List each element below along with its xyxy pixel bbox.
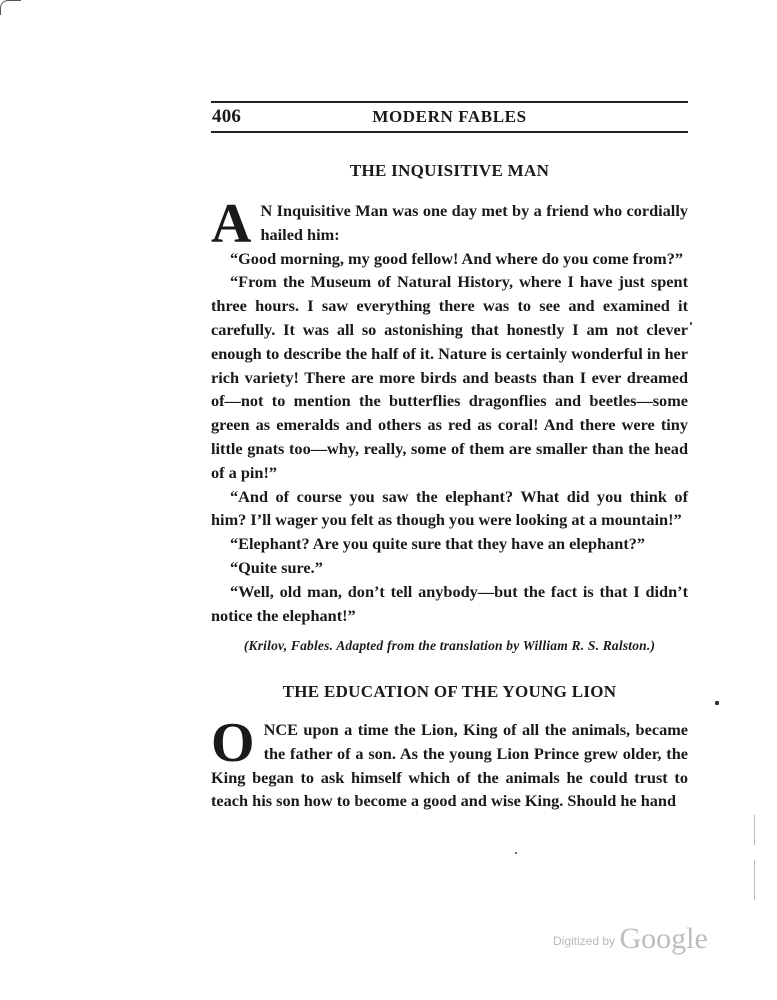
paragraph: “Good morning, my good fellow! And where do you come from?” xyxy=(230,248,684,268)
running-head: MODERN FABLES xyxy=(372,107,527,126)
scan-speck xyxy=(690,322,692,325)
page-number: 406 xyxy=(212,106,242,127)
fable-title-inquisitive-man: THE INQUISITIVE MAN xyxy=(349,161,550,180)
header-rule-bottom xyxy=(211,131,688,133)
drop-cap: O xyxy=(211,712,255,774)
paragraph: “Quite sure.” xyxy=(230,557,323,577)
paragraph: “Elephant? Are you quite sure that they have an elephant?” xyxy=(230,534,646,554)
opening-text: NCE upon a time the Lion, King of all the animals, became the father of a son. As the young Lion Prince grew older, the King began to ask himself which of the animals he could trust to teach his son how to become a good and wise King. Should he hand xyxy=(211,720,688,811)
watermark-prefix: Digitized by xyxy=(553,934,616,948)
opening-paragraph xyxy=(211,193,688,255)
drop-cap: A xyxy=(211,193,252,255)
citation: (Krilov, Fables. Adapted from the translation by William R. S. Ralston.) xyxy=(243,638,656,653)
paragraph: “Well, old man, don’t tell anybody—but the fact is that I didn’t notice the elephant!” xyxy=(211,581,688,625)
scan-corner-mark xyxy=(0,0,21,15)
digitized-watermark xyxy=(553,922,708,956)
paragraph: “From the Museum of Natural History, where I have just spent three hours. I saw everything there was to see and examined it carefully. It was all so astonishing that honestly I am not clever enough to describe the half of it. Nature is certainly wonderful in her rich variety! There are more birds and beasts than I ever dreamed of—not to mention the butterflies dragonflies and beetles—some green as emeralds and others as red as coral! And there were tiny little gnats too—why, really, some of them are smaller than the head of a pin!” xyxy=(211,272,688,482)
header-rule-top xyxy=(211,101,688,103)
scan-edge-line xyxy=(754,860,755,900)
fable-title-young-lion: THE EDUCATION OF THE YOUNG LION xyxy=(282,682,617,701)
paragraph: “And of course you saw the elephant? What did you think of him? I’ll wager you felt as though you were looking at a mountain!” xyxy=(211,486,688,530)
opening-paragraph xyxy=(211,712,688,813)
scan-speck xyxy=(715,701,719,705)
google-logo: Google xyxy=(619,922,708,955)
fable-body-young-lion xyxy=(211,712,688,813)
scan-edge-line xyxy=(754,815,755,845)
fable-body-inquisitive-man xyxy=(211,193,688,627)
opening-text: N Inquisitive Man was one day met by a friend who cordially hailed him: xyxy=(260,201,688,244)
scan-speck xyxy=(515,852,517,854)
